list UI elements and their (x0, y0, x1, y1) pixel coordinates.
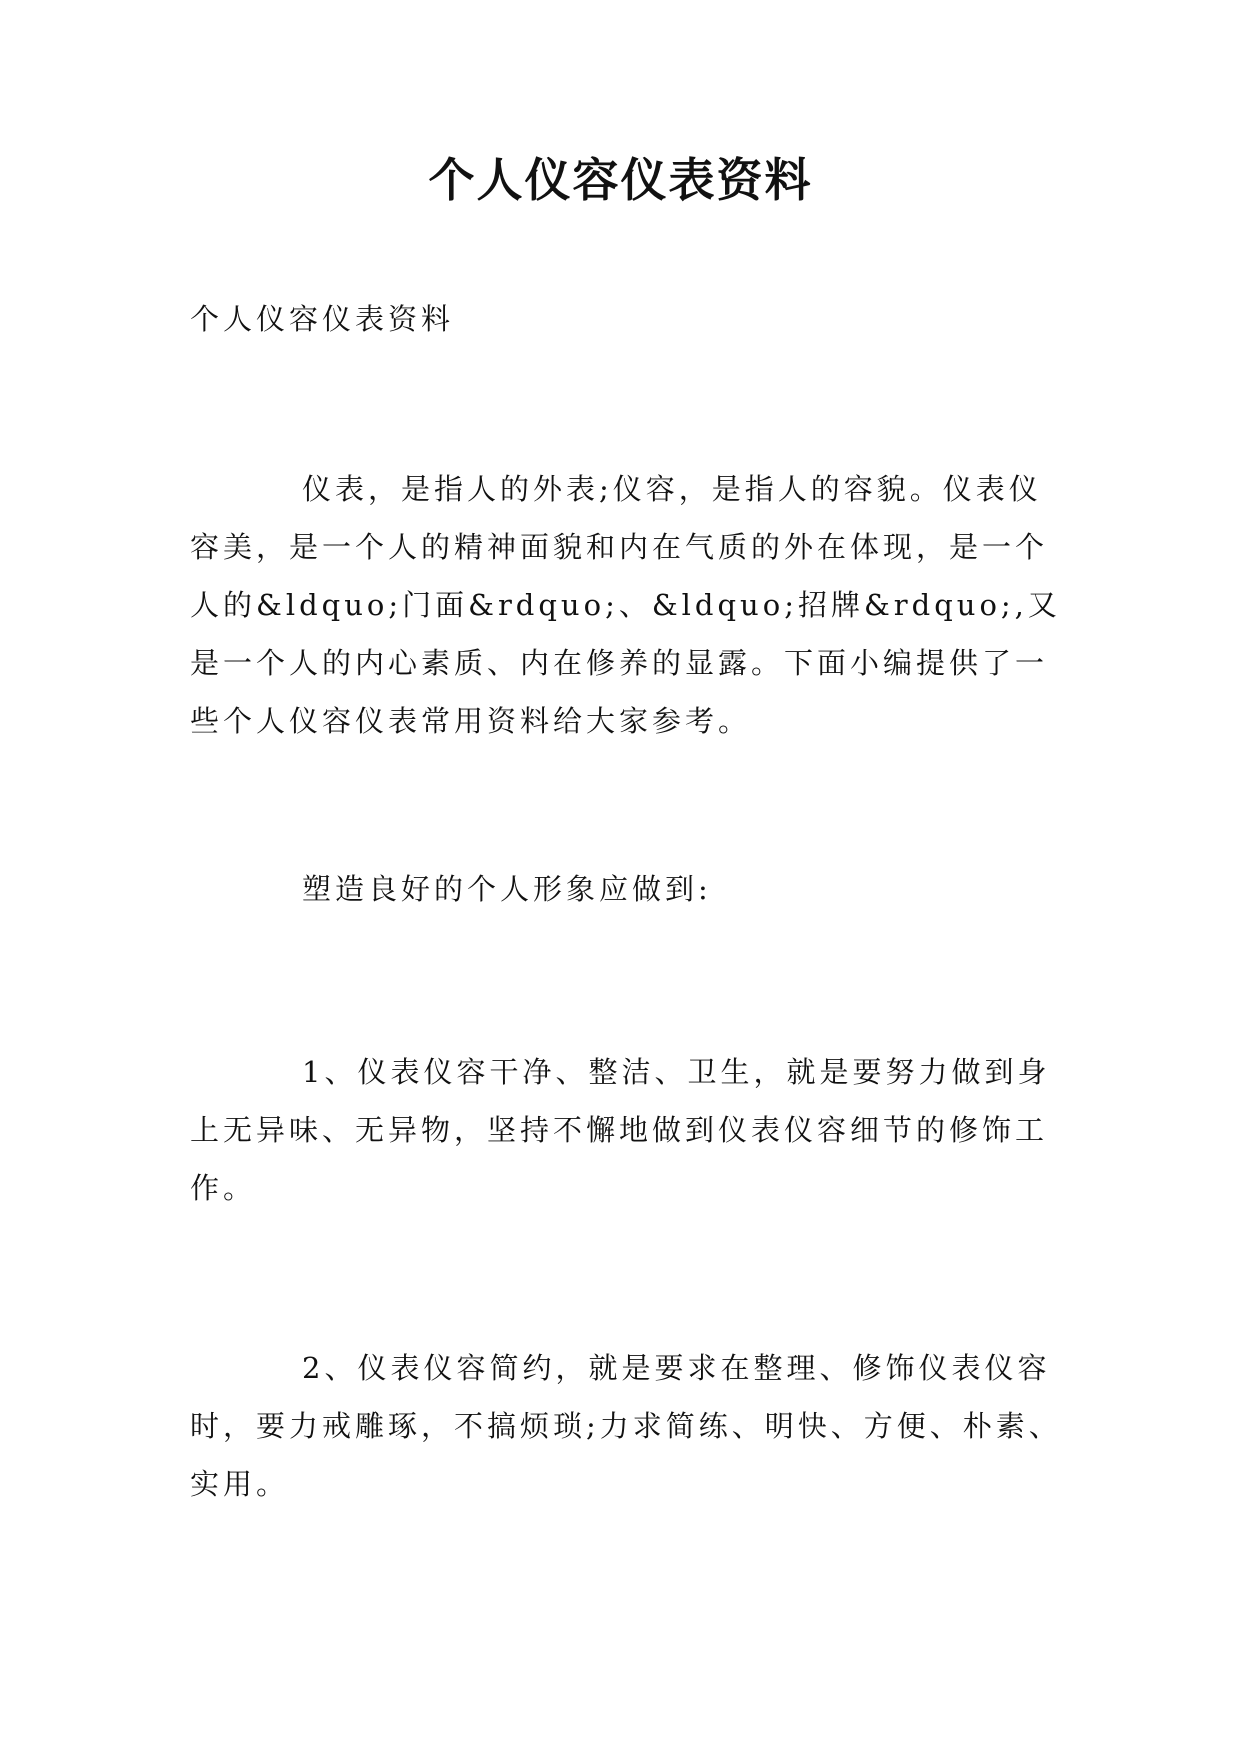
paragraph-heading: 塑造良好的个人形象应做到: (302, 872, 712, 906)
paragraph-intro: 仪表，是指人的外表;仪容，是指人的容貌。仪表仪容美，是一个人的精神面貌和内在气质的外在体现，是一个人的&ldquo;门面&rdquo;、&ldquo;招牌&rdquo;,又是一个人的内心素质、内在修养的显露。下面小编提供了一些个人仪容仪表常用资料给大家参考。 (190, 472, 1061, 738)
document-subtitle: 个人仪容仪表资料 (190, 302, 455, 336)
document-title: 个人仪容仪表资料 (428, 153, 813, 207)
paragraph-item-2: 2、仪表仪容简约，就是要求在整理、修饰仪表仪容时，要力戒雕琢，不搞烦琐;力求简练、明快、方便、朴素、实用。 (190, 1351, 1062, 1501)
paragraph-item-1: 1、仪表仪容干净、整洁、卫生，就是要努力做到身上无异味、无异物，坚持不懈地做到仪表仪容细节的修饰工作。 (190, 1055, 1051, 1205)
